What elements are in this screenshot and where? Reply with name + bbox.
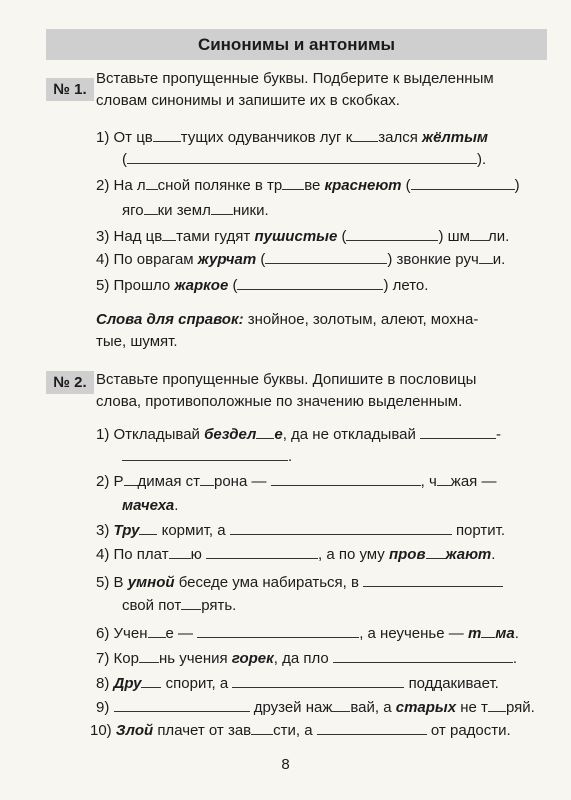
item-text: . xyxy=(512,650,518,667)
answer-blank xyxy=(271,471,421,486)
item-text: вай, а xyxy=(350,699,392,716)
item-text: тами гудят xyxy=(176,228,251,245)
item-text: . xyxy=(491,546,496,563)
letter-gap xyxy=(162,226,176,241)
item-text: , а по уму xyxy=(318,546,385,563)
exercise-1-item-1-cont xyxy=(122,149,571,171)
item-number: 4) xyxy=(96,251,110,268)
item-text: ). xyxy=(477,151,487,168)
highlighted-word: е xyxy=(274,426,283,443)
item-text: нь учения xyxy=(158,650,228,667)
exercise-1-item-4 xyxy=(96,249,556,271)
answer-blank xyxy=(317,720,427,735)
item-text: ве xyxy=(304,177,321,194)
item-number: 7) xyxy=(96,650,110,667)
letter-gap xyxy=(256,424,274,439)
answer-blank xyxy=(232,673,404,688)
item-text: . xyxy=(288,448,293,465)
item-text: спорит, а xyxy=(165,675,229,692)
page-number: 8 xyxy=(281,756,290,773)
exercise-2-item-9 xyxy=(96,697,556,719)
item-text: ( xyxy=(341,228,347,245)
item-text: ( xyxy=(405,177,411,194)
letter-gap xyxy=(332,697,350,712)
reference-label: Слова для справок: xyxy=(96,311,244,328)
letter-gap xyxy=(437,471,451,486)
item-text: свой пот xyxy=(122,597,182,614)
exercise-2-item-8 xyxy=(96,673,556,695)
letter-gap xyxy=(481,623,495,638)
item-text: От цв xyxy=(113,129,153,146)
letter-gap xyxy=(141,673,161,688)
item-text: ( xyxy=(232,277,238,294)
item-text: . xyxy=(514,625,519,642)
exercise-1-item-3 xyxy=(96,226,556,248)
item-text: рона — xyxy=(213,473,267,490)
letter-gap xyxy=(124,471,138,486)
item-text: ) xyxy=(514,177,520,194)
instruction-line: слова, противоположные по значению выделенным. xyxy=(96,393,463,410)
item-number: 3) xyxy=(96,228,110,245)
item-text: Над цв xyxy=(113,228,163,245)
item-number: 5) xyxy=(96,574,110,591)
item-text: Прошло xyxy=(113,277,171,294)
letter-gap xyxy=(479,249,493,264)
item-text: , а неученье — xyxy=(359,625,464,642)
answer-blank xyxy=(127,149,477,164)
letter-gap xyxy=(470,226,488,241)
item-number: 9) xyxy=(96,699,110,716)
highlighted-word: старых xyxy=(395,699,457,716)
item-text: от радости. xyxy=(430,722,511,739)
item-text: е — xyxy=(165,625,194,642)
item-number: 1) xyxy=(96,129,110,146)
exercise-1-item-2-cont xyxy=(122,200,571,222)
item-number: 4) xyxy=(96,546,110,563)
letter-gap xyxy=(200,471,214,486)
answer-blank xyxy=(230,520,452,535)
item-text: кормит, а xyxy=(161,522,226,539)
item-text: ки земл xyxy=(157,202,211,219)
highlighted-word: безде xyxy=(204,426,247,443)
letter-gap xyxy=(426,544,446,559)
item-text: Р xyxy=(113,473,124,490)
exercise-1-item-1 xyxy=(96,127,556,149)
exercise-2-item-2-cont xyxy=(122,495,571,517)
highlighted-word: умной xyxy=(127,574,175,591)
exercise-1-item-2 xyxy=(96,175,556,197)
item-number: 6) xyxy=(96,625,110,642)
item-text: Кор xyxy=(113,650,139,667)
highlighted-word: мачеха xyxy=(122,497,175,514)
exercise-2-item-10 xyxy=(90,720,550,742)
instruction-line: словам синонимы и запишите их в скобках. xyxy=(96,92,400,109)
reference-words-cont xyxy=(96,331,556,353)
highlighted-word: Дру xyxy=(113,675,142,692)
answer-blank xyxy=(411,175,515,190)
reference-text: тые, шумят. xyxy=(96,333,178,350)
exercise-2-instruction xyxy=(96,369,556,413)
letter-gap xyxy=(139,520,157,535)
item-text: , ч xyxy=(420,473,437,490)
exercise-2-item-6 xyxy=(96,623,556,645)
highlighted-word: жёлтым xyxy=(422,129,489,146)
item-text: поддакивает. xyxy=(408,675,499,692)
exercise-2-item-1-cont xyxy=(122,446,571,468)
item-text: ) шм xyxy=(438,228,470,245)
item-number: 3) xyxy=(96,522,110,539)
answer-blank xyxy=(197,623,359,638)
exercise-2-item-5-cont xyxy=(122,595,571,617)
item-text: ) лето. xyxy=(383,277,429,294)
answer-blank xyxy=(346,226,438,241)
item-text: ( xyxy=(122,151,127,168)
highlighted-word: ма xyxy=(495,625,515,642)
item-text: ) звонкие руч xyxy=(387,251,479,268)
letter-gap xyxy=(211,200,233,215)
exercise-2-item-7 xyxy=(96,648,556,670)
reference-text: знойное, золотым, алеют, мохна- xyxy=(247,311,479,328)
section-title-bar xyxy=(46,29,547,60)
highlighted-word: горек xyxy=(231,650,274,667)
answer-blank xyxy=(420,424,496,439)
item-text: ( xyxy=(260,251,266,268)
answer-blank xyxy=(122,446,288,461)
item-text: По плат xyxy=(113,546,169,563)
letter-gap xyxy=(169,544,191,559)
item-number: 2) xyxy=(96,177,110,194)
highlighted-word: пров xyxy=(388,546,426,563)
item-text: , да пло xyxy=(273,650,329,667)
answer-blank xyxy=(363,572,503,587)
letter-gap xyxy=(146,175,158,190)
answer-blank xyxy=(206,544,318,559)
item-text: Откладывай xyxy=(113,426,200,443)
letter-gap xyxy=(282,175,304,190)
item-text: ю xyxy=(190,546,202,563)
exercise-2-number: № 2. xyxy=(46,371,94,394)
item-number: 1) xyxy=(96,426,110,443)
item-text: жая — xyxy=(450,473,497,490)
highlighted-word: пушистые xyxy=(254,228,338,245)
letter-gap xyxy=(153,127,181,142)
item-text: , да не откладывай xyxy=(282,426,416,443)
item-number: 10) xyxy=(90,722,112,739)
highlighted-word: л xyxy=(247,426,257,443)
item-text: На л xyxy=(113,177,146,194)
exercise-2-item-3 xyxy=(96,520,556,542)
exercise-2-item-4 xyxy=(96,544,556,566)
item-text: Учен xyxy=(113,625,148,642)
item-text: яго xyxy=(122,202,144,219)
item-number: 5) xyxy=(96,277,110,294)
item-text: и. xyxy=(492,251,506,268)
item-text: рять. xyxy=(201,597,237,614)
instruction-line: Вставьте пропущенные буквы. Подберите к выделенным xyxy=(96,70,494,87)
letter-gap xyxy=(488,697,506,712)
item-text: беседе ума набираться, в xyxy=(178,574,359,591)
exercise-2-item-1 xyxy=(96,424,556,446)
item-text: ли. xyxy=(488,228,510,245)
item-text: сти, а xyxy=(273,722,313,739)
item-text: тущих одуванчиков луг к xyxy=(180,129,353,146)
item-text: . xyxy=(174,497,179,514)
answer-blank xyxy=(114,697,250,712)
letter-gap xyxy=(148,623,166,638)
letter-gap xyxy=(251,720,273,735)
item-text: димая ст xyxy=(137,473,200,490)
answer-blank xyxy=(237,275,383,290)
exercise-1-number: № 1. xyxy=(46,78,94,101)
item-text: В xyxy=(113,574,124,591)
answer-blank xyxy=(333,648,513,663)
item-text: не т xyxy=(460,699,488,716)
section-title: Синонимы и антонимы xyxy=(197,34,396,54)
highlighted-word: Тру xyxy=(113,522,140,539)
item-text: сной полянке в тр xyxy=(157,177,283,194)
highlighted-word: журчат xyxy=(197,251,257,268)
highlighted-word: жаркое xyxy=(174,277,229,294)
item-text: портит. xyxy=(455,522,506,539)
letter-gap xyxy=(139,648,159,663)
exercise-1-instruction xyxy=(96,68,556,112)
highlighted-word: Злой xyxy=(115,722,154,739)
exercise-1-item-5 xyxy=(96,275,556,297)
letter-gap xyxy=(181,595,201,610)
item-number: 2) xyxy=(96,473,110,490)
item-text: ники. xyxy=(232,202,269,219)
item-text: - xyxy=(496,426,502,443)
item-text: друзей наж xyxy=(253,699,333,716)
highlighted-word: т xyxy=(467,625,482,642)
exercise-2-item-2 xyxy=(96,471,556,493)
item-text: ряй. xyxy=(505,699,535,716)
instruction-line: Вставьте пропущенные буквы. Допишите в пословицы xyxy=(96,371,477,388)
reference-words xyxy=(96,309,556,331)
highlighted-word: краснеют xyxy=(324,177,402,194)
item-text: По оврагам xyxy=(113,251,194,268)
answer-blank xyxy=(265,249,387,264)
item-number: 8) xyxy=(96,675,110,692)
item-text: зался xyxy=(378,129,418,146)
exercise-2-item-5 xyxy=(96,572,556,594)
highlighted-word: жают xyxy=(445,546,492,563)
item-text: плачет от зав xyxy=(157,722,252,739)
letter-gap xyxy=(144,200,158,215)
letter-gap xyxy=(352,127,378,142)
